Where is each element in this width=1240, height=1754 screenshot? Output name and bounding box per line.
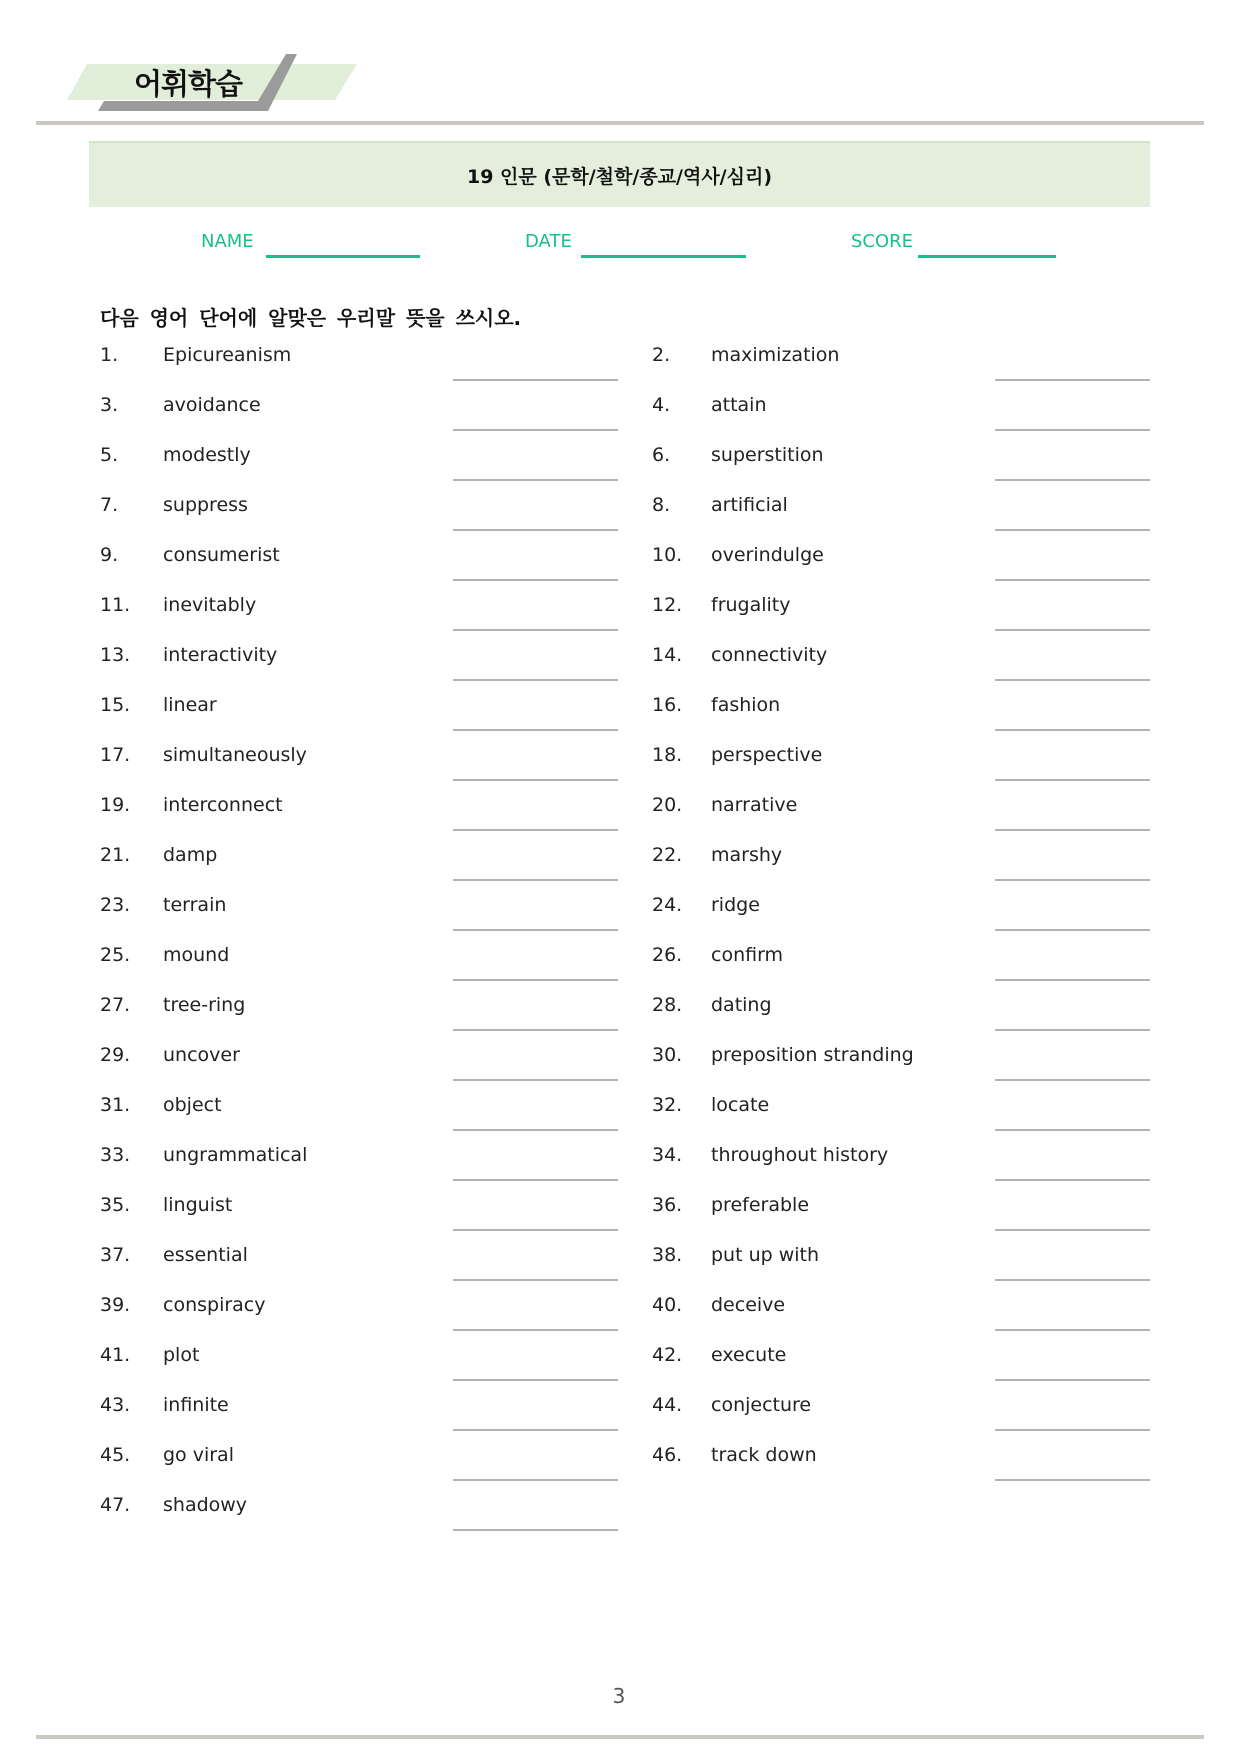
vocab-item [652, 388, 1150, 438]
answer-blank-line [453, 379, 618, 381]
answer-blank-line [995, 529, 1150, 531]
answer-blank-line [453, 929, 618, 931]
answer-blank-line [453, 729, 618, 731]
item-number: 45. [100, 1444, 131, 1466]
answer-blank-line [453, 979, 618, 981]
item-word: Epicureanism [163, 344, 292, 366]
item-word: interactivity [163, 644, 278, 666]
answer-blank-line [453, 1229, 618, 1231]
vocab-item [652, 438, 1150, 488]
header-divider [36, 121, 1204, 125]
item-word: conspiracy [163, 1294, 266, 1316]
answer-blank-line [995, 479, 1150, 481]
item-number: 41. [100, 1344, 131, 1366]
item-word: damp [163, 844, 218, 866]
vocab-item [100, 738, 652, 788]
item-word: narrative [711, 794, 798, 816]
vocab-item [652, 1088, 1150, 1138]
vocab-item [100, 988, 652, 1038]
item-number: 44. [652, 1394, 683, 1416]
item-word: modestly [163, 444, 251, 466]
answer-blank-line [995, 1179, 1150, 1181]
answer-blank-line [453, 1379, 618, 1381]
vocab-item [100, 888, 652, 938]
answer-blank-line [995, 1229, 1150, 1231]
item-word: execute [711, 1344, 787, 1366]
item-number: 6. [652, 444, 671, 466]
item-word: deceive [711, 1294, 786, 1316]
item-number: 27. [100, 994, 131, 1016]
item-word: inevitably [163, 594, 257, 616]
vocab-item [652, 688, 1150, 738]
answer-blank-line [995, 679, 1150, 681]
vocab-item [100, 1338, 652, 1388]
item-word: preposition stranding [711, 1044, 914, 1066]
item-word: simultaneously [163, 744, 307, 766]
answer-blank-line [995, 829, 1150, 831]
vocab-item [652, 988, 1150, 1038]
item-word: interconnect [163, 794, 283, 816]
item-number: 7. [100, 494, 119, 516]
answer-blank-line [995, 629, 1150, 631]
item-word: confirm [711, 944, 784, 966]
item-number: 13. [100, 644, 131, 666]
item-word: dating [711, 994, 772, 1016]
item-number: 34. [652, 1144, 683, 1166]
item-number: 24. [652, 894, 683, 916]
answer-blank-line [453, 429, 618, 431]
item-number: 11. [100, 594, 131, 616]
item-number: 15. [100, 694, 131, 716]
name-blank-line [266, 255, 420, 258]
item-word: infinite [163, 1394, 229, 1416]
answer-blank-line [995, 729, 1150, 731]
item-number: 38. [652, 1244, 683, 1266]
item-number: 5. [100, 444, 119, 466]
answer-blank-line [453, 1179, 618, 1181]
item-word: consumerist [163, 544, 280, 566]
vocab-item [652, 1438, 1150, 1488]
vocab-item [100, 1238, 652, 1288]
item-word: go viral [163, 1444, 234, 1466]
answer-blank-line [995, 1329, 1150, 1331]
item-word: locate [711, 1094, 770, 1116]
item-number: 40. [652, 1294, 683, 1316]
answer-blank-line [995, 579, 1150, 581]
item-word: plot [163, 1344, 200, 1366]
vocab-item [100, 1138, 652, 1188]
item-word: marshy [711, 844, 783, 866]
answer-blank-line [995, 1479, 1150, 1481]
worksheet-title: 19 인문 (문학/철학/종교/역사/심리) [466, 165, 773, 188]
answer-blank-line [453, 879, 618, 881]
vocab-item [652, 1188, 1150, 1238]
item-number: 30. [652, 1044, 683, 1066]
vocab-item [100, 1488, 652, 1538]
item-number: 2. [652, 344, 671, 366]
vocab-item [100, 488, 652, 538]
vocab-item [100, 1088, 652, 1138]
answer-blank-line [995, 379, 1150, 381]
item-number: 21. [100, 844, 131, 866]
vocab-item [100, 1438, 652, 1488]
vocab-item [652, 588, 1150, 638]
item-word: essential [163, 1244, 248, 1266]
answer-blank-line [453, 779, 618, 781]
vocab-list [100, 338, 1150, 1538]
item-number: 1. [100, 344, 119, 366]
item-word: conjecture [711, 1394, 812, 1416]
answer-blank-line [453, 479, 618, 481]
item-word: overindulge [711, 544, 824, 566]
item-word: track down [711, 1444, 817, 1466]
vocab-item [652, 538, 1150, 588]
score-blank-line [918, 255, 1056, 258]
vocab-item [100, 588, 652, 638]
vocab-item [100, 638, 652, 688]
item-number: 35. [100, 1194, 131, 1216]
item-number: 18. [652, 744, 683, 766]
answer-blank-line [995, 1429, 1150, 1431]
answer-blank-line [453, 1529, 618, 1531]
item-number: 16. [652, 694, 683, 716]
vocab-item [652, 1288, 1150, 1338]
answer-blank-line [995, 929, 1150, 931]
answer-blank-line [453, 1079, 618, 1081]
answer-blank-line [453, 1279, 618, 1281]
vocab-item [100, 838, 652, 888]
vocab-item [100, 1288, 652, 1338]
item-word: tree-ring [163, 994, 246, 1016]
item-word: shadowy [163, 1494, 248, 1516]
answer-blank-line [453, 1479, 618, 1481]
item-number: 25. [100, 944, 131, 966]
answer-blank-line [453, 1429, 618, 1431]
vocab-item [100, 338, 652, 388]
item-number: 31. [100, 1094, 131, 1116]
vocab-item [652, 1138, 1150, 1188]
answer-blank-line [453, 1029, 618, 1031]
item-word: frugality [711, 594, 791, 616]
vocab-item [652, 638, 1150, 688]
item-word: attain [711, 394, 767, 416]
item-word: preferable [711, 1194, 810, 1216]
item-number: 26. [652, 944, 683, 966]
item-number: 43. [100, 1394, 131, 1416]
answer-blank-line [453, 529, 618, 531]
vocab-item [100, 1188, 652, 1238]
item-word: ridge [711, 894, 760, 916]
answer-blank-line [995, 1279, 1150, 1281]
title-banner [89, 141, 1150, 207]
item-number: 33. [100, 1144, 131, 1166]
date-label: DATE [525, 231, 572, 252]
section-tag-decoration [0, 0, 400, 120]
answer-blank-line [453, 1329, 618, 1331]
item-word: put up with [711, 1244, 820, 1266]
vocab-item [100, 688, 652, 738]
item-number: 12. [652, 594, 683, 616]
vocab-item [652, 738, 1150, 788]
score-label: SCORE [851, 231, 914, 252]
answer-blank-line [995, 979, 1150, 981]
item-word: linear [163, 694, 217, 716]
item-word: terrain [163, 894, 227, 916]
item-number: 14. [652, 644, 683, 666]
vocab-item [100, 938, 652, 988]
answer-blank-line [995, 1029, 1150, 1031]
item-word: avoidance [163, 394, 261, 416]
vocab-item [652, 1388, 1150, 1438]
answer-blank-line [453, 629, 618, 631]
vocab-item [100, 1388, 652, 1438]
vocab-item [652, 888, 1150, 938]
item-word: maximization [711, 344, 840, 366]
answer-blank-line [453, 679, 618, 681]
item-number: 3. [100, 394, 119, 416]
date-blank-line [581, 255, 746, 258]
item-number: 42. [652, 1344, 683, 1366]
vocab-item [652, 788, 1150, 838]
vocab-item [652, 1038, 1150, 1088]
answer-blank-line [995, 879, 1150, 881]
item-word: throughout history [711, 1144, 889, 1166]
item-number: 36. [652, 1194, 683, 1216]
item-number: 10. [652, 544, 683, 566]
item-number: 46. [652, 1444, 683, 1466]
name-label: NAME [201, 231, 254, 252]
item-number: 19. [100, 794, 131, 816]
vocab-item [100, 438, 652, 488]
vocab-item [652, 338, 1150, 388]
vocab-item [652, 488, 1150, 538]
item-number: 28. [652, 994, 683, 1016]
item-word: fashion [711, 694, 781, 716]
page-number: 3 [612, 1684, 626, 1708]
item-word: superstition [711, 444, 824, 466]
item-number: 29. [100, 1044, 131, 1066]
vocab-item [100, 1038, 652, 1088]
answer-blank-line [453, 1129, 618, 1131]
item-number: 37. [100, 1244, 131, 1266]
answer-blank-line [995, 1079, 1150, 1081]
item-word: ungrammatical [163, 1144, 308, 1166]
vocab-item [100, 538, 652, 588]
section-tag: 어휘학습 [134, 67, 243, 101]
vocab-item [652, 1238, 1150, 1288]
footer-divider [36, 1735, 1204, 1739]
answer-blank-line [995, 779, 1150, 781]
vocab-item [100, 388, 652, 438]
item-word: suppress [163, 494, 248, 516]
item-word: object [163, 1094, 222, 1116]
vocab-item [100, 788, 652, 838]
item-word: perspective [711, 744, 823, 766]
item-word: artificial [711, 494, 788, 516]
item-number: 9. [100, 544, 119, 566]
item-number: 20. [652, 794, 683, 816]
item-number: 4. [652, 394, 671, 416]
vocab-item [652, 938, 1150, 988]
answer-blank-line [995, 1129, 1150, 1131]
item-number: 23. [100, 894, 131, 916]
item-number: 8. [652, 494, 671, 516]
vocab-item [652, 838, 1150, 888]
item-number: 32. [652, 1094, 683, 1116]
answer-blank-line [453, 579, 618, 581]
item-number: 39. [100, 1294, 131, 1316]
item-word: mound [163, 944, 230, 966]
item-number: 22. [652, 844, 683, 866]
answer-blank-line [453, 829, 618, 831]
item-word: connectivity [711, 644, 828, 666]
item-word: linguist [163, 1194, 233, 1216]
item-number: 47. [100, 1494, 131, 1516]
instruction-text: 다음 영어 단어에 알맞은 우리말 뜻을 쓰시오. [100, 306, 522, 330]
answer-blank-line [995, 1379, 1150, 1381]
item-number: 17. [100, 744, 131, 766]
vocab-item [652, 1338, 1150, 1388]
answer-blank-line [995, 429, 1150, 431]
item-word: uncover [163, 1044, 240, 1066]
